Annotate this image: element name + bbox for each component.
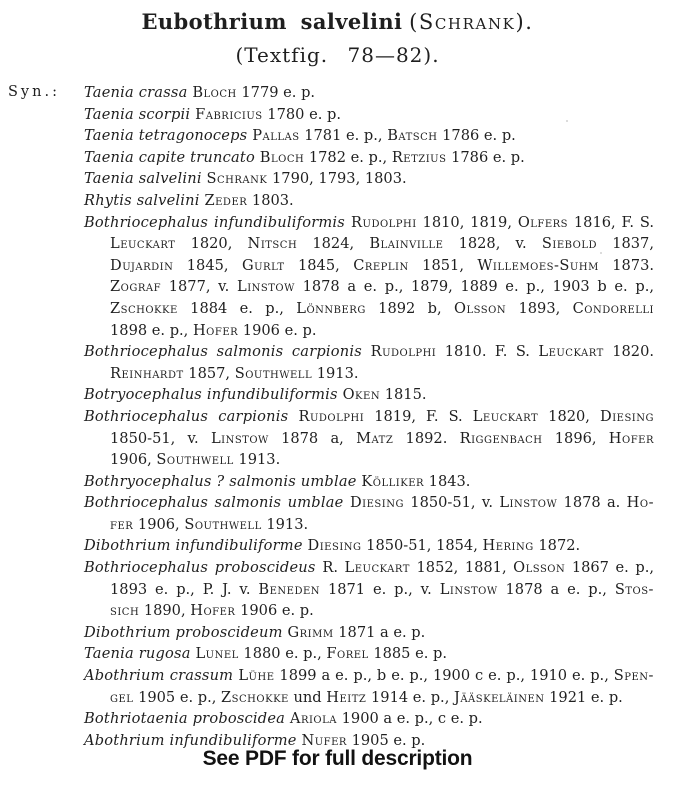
text-fragment: und — [288, 688, 327, 706]
author-name: Southwell — [156, 451, 234, 469]
author-name: Jääskeläinen — [453, 688, 545, 706]
author-name: Hofer — [190, 602, 236, 620]
author-name: Southwell — [234, 364, 313, 382]
text-fragment: 1845, — [284, 256, 354, 274]
text-fragment: 1873. — [598, 256, 655, 274]
author-name: Linstow — [499, 494, 558, 512]
text-fragment: 1872. — [533, 537, 581, 555]
text-fragment: 1781 e. p., — [299, 127, 388, 145]
author-name: Kölliker — [361, 472, 425, 490]
synonym-line — [84, 341, 654, 363]
text-fragment: 1843. — [424, 472, 471, 490]
text-fragment: 1837, — [597, 235, 654, 253]
author-name: Reinhardt — [110, 364, 184, 382]
synonym-line — [84, 406, 654, 428]
synonym-line — [84, 82, 654, 104]
author-name: Spen- — [613, 667, 654, 685]
species-name: Bothriocephalus salmonis carpionis — [84, 343, 371, 361]
species-name: Bothriocephalus infundibuliformis — [84, 213, 352, 231]
synonym-line — [84, 514, 654, 536]
figure-reference: (Textfig. 78—82). — [235, 43, 440, 67]
scan-speck — [210, 13, 213, 16]
text-fragment: 1780 e. p. — [262, 105, 341, 123]
author-name: Olfers — [517, 213, 569, 231]
text-fragment: 1921 e. p. — [544, 688, 623, 706]
species-name: Taenia salvelini — [84, 170, 207, 188]
synonym-entry — [84, 557, 654, 622]
synonym-entry — [84, 665, 654, 708]
synonym-line — [84, 708, 654, 730]
synonym-line — [84, 147, 654, 169]
synonym-line — [84, 212, 654, 234]
author-name: Lühe — [238, 667, 275, 685]
author-name: Rudolphi — [351, 213, 417, 231]
text-fragment: 1884 e. p., — [177, 299, 297, 317]
scan-speck — [566, 120, 568, 122]
species-name: Abothrium infundibuliforme — [84, 731, 302, 749]
species-name: Rhytis salvelini — [84, 191, 205, 209]
text-fragment: 1867 e. p., — [565, 559, 654, 577]
synonym-line — [84, 492, 654, 514]
author-name: Gurlt — [241, 256, 285, 274]
species-name: Taenia tetragonoceps — [84, 127, 253, 145]
synonym-entry — [84, 104, 654, 126]
author-name: Leuckart — [344, 559, 410, 577]
species-name: Bothriocephalus proboscideus — [84, 559, 323, 577]
text-fragment: 1782 e. p., — [304, 148, 392, 166]
synonym-entry — [84, 168, 654, 190]
synonym-line — [84, 449, 654, 471]
species-name: Abothrium crassum — [84, 667, 239, 685]
author-name: Fabricius — [195, 105, 263, 123]
text-fragment: 1905 e. p. — [346, 731, 426, 749]
author-name: Olsson — [454, 299, 507, 317]
author-name: Beneden — [258, 580, 321, 598]
author-name: Lunel — [195, 645, 239, 663]
synonym-entry — [84, 125, 654, 147]
text-fragment: 1845, — [173, 256, 242, 274]
text-fragment: 1899 a e. p., b e. p., 1900 c e. p., 1910 e. p., — [274, 667, 614, 685]
author-name: Hofer — [192, 321, 239, 339]
synonym-entry — [84, 622, 654, 644]
text-fragment: 1820, — [175, 235, 248, 253]
synonym-line — [84, 363, 654, 385]
text-fragment: 1815. — [380, 386, 427, 404]
text-fragment: 1852, 1881, — [409, 559, 514, 577]
author-name: Blainville — [369, 235, 444, 253]
author-name: sich — [110, 602, 140, 620]
author-name: Diesing — [600, 407, 654, 425]
author-name: Stos- — [614, 580, 654, 598]
text-fragment: 1892 b, — [365, 299, 455, 317]
synonym-line — [84, 643, 654, 665]
text-fragment: 1885 e. p. — [368, 645, 448, 663]
text-fragment: 1871 e. p., v. — [320, 580, 440, 598]
author-name: Pallas — [252, 127, 300, 145]
synonym-line — [84, 320, 654, 342]
species-name: Bothriocephalus salmonis umblae — [84, 494, 350, 512]
synonym-line — [84, 579, 654, 601]
author-name: Nufer — [301, 731, 347, 749]
synonym-entry — [84, 341, 654, 384]
text-fragment: 1892. — [393, 429, 460, 447]
author-name: Leuckart — [472, 407, 539, 425]
author-name: Forel — [326, 645, 369, 663]
author-name: Schrank — [206, 170, 268, 188]
author-name: Zschokke — [110, 299, 178, 317]
synonym-entry — [84, 471, 654, 493]
author-name: Creplin — [353, 256, 409, 274]
text-fragment: 1913. — [261, 515, 309, 533]
synonym-line — [84, 255, 654, 277]
text-fragment: 1896, — [542, 429, 609, 447]
text-fragment: 1914 e. p., — [366, 688, 454, 706]
text-fragment: 1779 e. p. — [236, 84, 316, 101]
author-name: Hofer — [608, 429, 654, 447]
species-name: Bothriocephalus carpionis — [84, 407, 299, 425]
text-fragment: 1893, — [506, 299, 573, 317]
author-name: Dujardin — [110, 256, 174, 274]
author-name: Nitsch — [247, 235, 298, 253]
synonym-line — [84, 600, 654, 622]
text-fragment: 1857, — [183, 364, 235, 382]
text-fragment: 1850-51, 1854, — [361, 537, 483, 555]
text-fragment: 1878 a. — [557, 494, 627, 512]
author-name: Leuckart — [110, 235, 176, 253]
author-name: Linstow — [439, 580, 498, 598]
species-authority: (Schrank). — [409, 10, 534, 34]
text-fragment: 1871 a e. p. — [333, 623, 426, 641]
author-name: Linstow — [237, 278, 295, 296]
text-fragment: 1810. F. S. — [436, 343, 539, 361]
synonym-entry — [84, 212, 654, 342]
species-name: Taenia rugosa — [84, 645, 196, 663]
author-name: gel — [110, 688, 134, 706]
text-fragment: 1810, 1819, — [416, 213, 518, 231]
author-name: Zschokke — [221, 688, 289, 706]
synonym-entry — [84, 190, 654, 212]
synonym-line — [84, 190, 654, 212]
species-name: Bothryocephalus ? salmonis umblae — [84, 472, 362, 490]
synonym-line — [84, 687, 654, 709]
author-name: Ho- — [626, 494, 654, 512]
synonym-line — [84, 471, 654, 493]
species-name: Dibothrium proboscideum — [84, 623, 288, 641]
species-name: Bothriotaenia proboscidea — [84, 710, 290, 728]
synonym-line — [84, 665, 654, 687]
page-title — [0, 9, 675, 35]
species-name: Taenia capite truncato — [84, 148, 260, 166]
text-fragment: 1905 e. p., — [133, 688, 222, 706]
synonym-line — [84, 622, 654, 644]
author-name: Hering — [482, 537, 534, 555]
species-name: Dibothrium infundibuliforme — [84, 537, 308, 555]
text-fragment: 1878 a, — [268, 429, 357, 447]
text-fragment: 1900 a e. p., c e. p. — [337, 710, 483, 728]
text-fragment: 1906, — [133, 515, 185, 533]
author-name: Bloch — [259, 148, 305, 166]
text-fragment: 1878 a e. p., 1879, 1889 e. p., 1903 b e. p., — [294, 278, 654, 296]
species-name: Taenia scorpii — [84, 105, 196, 123]
author-name: Leuckart — [538, 343, 604, 361]
author-name: Linstow — [210, 429, 269, 447]
author-name: Rudolphi — [298, 407, 365, 425]
text-fragment: 1820. — [603, 343, 654, 361]
synonym-line — [84, 233, 654, 255]
text-fragment: 1906 e. p. — [238, 321, 317, 339]
synonym-line — [84, 298, 654, 320]
scan-speck — [600, 252, 602, 254]
synonym-line — [84, 384, 654, 406]
author-name: Olsson — [513, 559, 566, 577]
synonym-entry — [84, 384, 654, 406]
author-name: fer — [110, 515, 134, 533]
species-name: Botryocephalus infundibuliformis — [84, 386, 343, 404]
text-fragment: 1828, v. — [443, 235, 542, 253]
text-fragment: 1790, 1793, 1803. — [267, 170, 407, 188]
text-fragment: 1824, — [297, 235, 370, 253]
author-name: Rudolphi — [370, 343, 437, 361]
author-name: Siebold — [541, 235, 598, 253]
synonym-entry — [84, 535, 654, 557]
text-fragment: 1898 e. p., — [110, 321, 193, 339]
synonym-line — [84, 535, 654, 557]
species-name: Taenia crassa — [84, 84, 193, 101]
text-fragment: 1913. — [233, 451, 281, 469]
text-fragment: 1906, — [110, 451, 157, 469]
synonym-list — [84, 82, 654, 751]
author-name: Heitz — [326, 688, 367, 706]
synonym-line — [84, 125, 654, 147]
text-fragment: 1851, — [408, 256, 478, 274]
text-fragment: 1786 e. p. — [437, 127, 516, 145]
synonym-line — [84, 557, 654, 579]
author-name: Grimm — [287, 623, 334, 641]
text-fragment: 1850-51, v. — [403, 494, 500, 512]
text-fragment: 1878 a e. p., — [497, 580, 615, 598]
text-fragment: 1893 e. p., P. J. v. — [110, 580, 259, 598]
synonymy-section — [0, 82, 675, 751]
text-fragment: 1803. — [247, 191, 294, 209]
synonym-entry — [84, 406, 654, 471]
synonym-entry — [84, 82, 654, 104]
pdf-note: See PDF for full description — [202, 747, 473, 770]
author-name: Matz — [356, 429, 394, 447]
synonym-entry — [84, 708, 654, 730]
text-fragment: 1786 e. p. — [446, 148, 525, 166]
text-fragment: 1816, F. S. — [568, 213, 654, 231]
synonyms-label: Syn.: — [8, 84, 60, 100]
author-name: Lönnberg — [296, 299, 366, 317]
author-name: Condorelli — [572, 299, 654, 317]
author-name: Zeder — [204, 191, 248, 209]
text-fragment: 1880 e. p., — [238, 645, 327, 663]
synonym-line — [84, 104, 654, 126]
author-name: Willemoes-Suhm — [477, 256, 599, 274]
author-name: Batsch — [387, 127, 438, 145]
synonym-entry — [84, 147, 654, 169]
synonym-line — [84, 168, 654, 190]
author-name: Zograf — [110, 278, 162, 296]
text-fragment: 1890, — [139, 602, 191, 620]
text-fragment: 1913. — [312, 364, 359, 382]
text-fragment: 1906 e. p. — [235, 602, 314, 620]
author-name: Retzius — [391, 148, 447, 166]
author-name: Diesing — [307, 537, 362, 555]
text-fragment: R. — [322, 559, 345, 577]
author-name: Diesing — [349, 494, 404, 512]
author-name: Ariola — [289, 710, 337, 728]
text-fragment: 1820, — [538, 407, 600, 425]
author-name: Bloch — [192, 84, 237, 101]
text-fragment: 1877, v. — [161, 278, 237, 296]
text-fragment: 1850-51, v. — [110, 429, 211, 447]
author-name: Oken — [342, 386, 381, 404]
author-name: Riggenbach — [459, 429, 543, 447]
synonym-line — [84, 276, 654, 298]
synonym-line — [84, 428, 654, 450]
synonym-entry — [84, 492, 654, 535]
species-title: Eubothrium salvelini — [141, 9, 403, 34]
text-fragment: 1819, F. S. — [364, 407, 473, 425]
synonym-entry — [84, 643, 654, 665]
author-name: Southwell — [184, 515, 262, 533]
